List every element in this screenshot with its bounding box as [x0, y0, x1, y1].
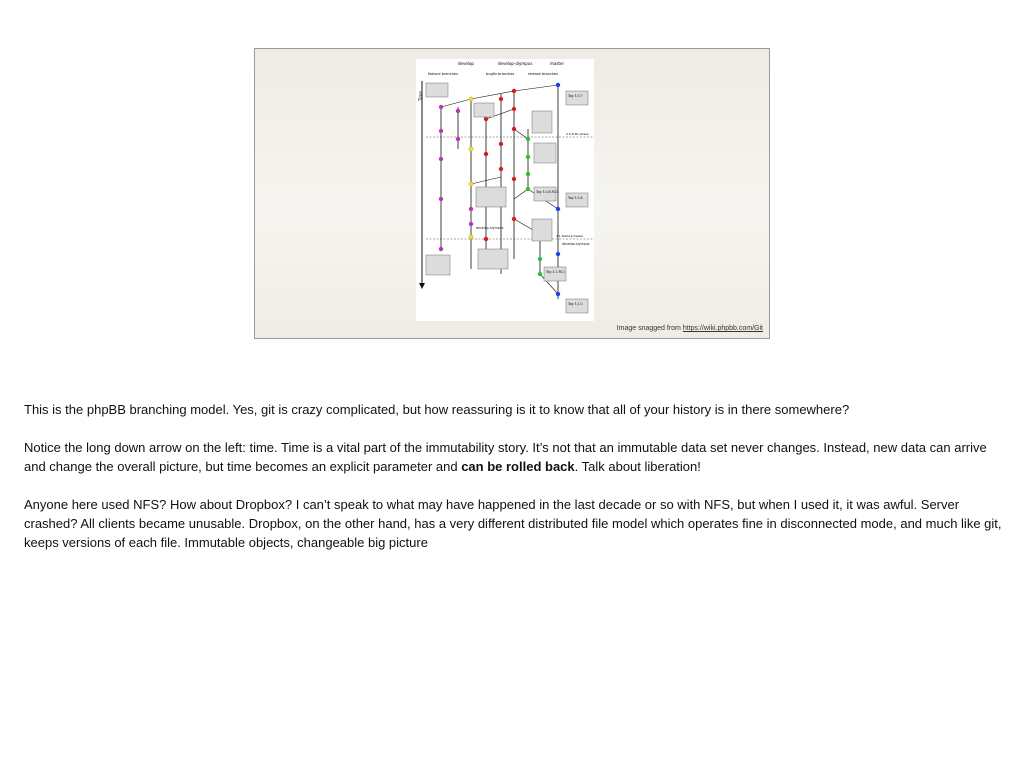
- tag-308-label: Tag 3.0.8: [568, 196, 583, 200]
- rc-phase-label: 3.0.8 RC phase: [566, 132, 589, 136]
- notes-paragraph-2-end: . Talk about liberation!: [574, 459, 701, 474]
- speaker-notes: [24, 400, 1004, 571]
- header-bugfix-branches: bugfix branches: [486, 72, 515, 76]
- tag-31-label: Tag 3.1.0: [568, 302, 583, 306]
- image-credit-prefix: Image snagged from: [616, 325, 683, 332]
- notes-paragraph-3: Anyone here used NFS? How about Dropbox? I can’t speak to what may have happened in the last decade or so with NFS, but when I used it, it was awful. Server crashed? All clients became unusable. Dropbox, on the other hand, has a very different distributed file model which operates fine in disconnected mode, and much like git, keeps versions of each file. Immutable objects, changeable big picture: [24, 497, 1002, 550]
- develop-olympus-master-note: develop-olympus: [562, 242, 590, 246]
- notes-paragraph-2-bold: can be rolled back: [461, 459, 575, 474]
- time-label: Time: [418, 91, 423, 101]
- feature-freeze-label: 3.1 feature freeze: [556, 234, 583, 238]
- notes-paragraph-2: [24, 438, 1004, 476]
- header-release-branches: release branches: [528, 72, 559, 76]
- header-develop: develop: [458, 61, 474, 66]
- header-master: master: [550, 61, 565, 66]
- notes-paragraph-2-start: Notice the long down arrow on the left: time. Time is a vital part of the immutability story. It’s not that an immutable data set never changes. Instead, new data can arrive and change the overall picture, but time becomes an explicit parameter and: [24, 440, 987, 474]
- tag-307-label: Tag 3.0.7: [568, 94, 583, 98]
- tag-308rc1-label: Tag 3.0.8-RC1: [536, 190, 558, 194]
- slide-image-frame: [254, 48, 770, 339]
- image-credit-link[interactable]: https://wiki.phpbb.com/Git: [682, 325, 763, 332]
- header-develop-olympus: develop-olympus: [498, 61, 533, 66]
- develop-olympus-note: develop-olympus: [476, 226, 504, 230]
- branching-model-diagram: [416, 59, 594, 321]
- tag-31rc1-label: Tag 3.1-RC1: [546, 270, 565, 274]
- notes-paragraph-1: This is the phpBB branching model. Yes, git is crazy complicated, but how reassuring is it to know that all of your history is in there somewhere?: [24, 402, 850, 417]
- header-feature-branches: feature branches: [428, 72, 458, 76]
- image-credit: [617, 325, 763, 332]
